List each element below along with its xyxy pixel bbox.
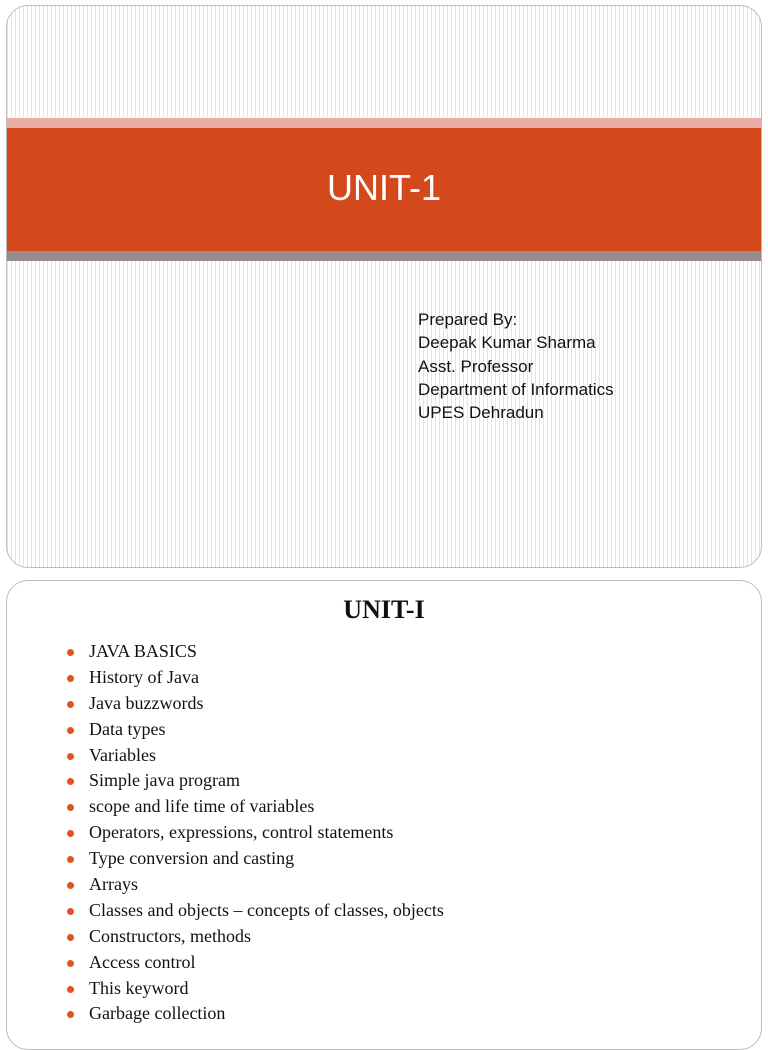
- list-item-text: Type conversion and casting: [89, 848, 295, 869]
- accent-stripe-top: [7, 118, 761, 128]
- slide-title: UNIT-1: [326, 167, 441, 208]
- list-item-text: Garbage collection: [89, 1003, 226, 1024]
- list-item-text: This keyword: [89, 977, 189, 998]
- accent-stripe-bottom: [7, 251, 761, 261]
- bullet-icon: [67, 727, 74, 734]
- slide-heading: UNIT-I: [343, 595, 425, 624]
- list-item: [65, 639, 444, 665]
- bullet-icon: [67, 856, 74, 863]
- bullet-icon: [67, 960, 74, 967]
- title-slide: [6, 5, 762, 568]
- bullet-icon: [67, 908, 74, 915]
- list-item-text: JAVA BASICS: [89, 641, 197, 661]
- bullet-icon: [67, 753, 74, 760]
- author-line: Prepared By:: [418, 310, 518, 329]
- list-item: [65, 1001, 444, 1027]
- list-item-text: Arrays: [89, 874, 138, 895]
- list-item: [65, 950, 444, 976]
- list-item: [65, 743, 444, 769]
- bullet-icon: [67, 882, 74, 889]
- list-item: [65, 820, 444, 846]
- author-line: Department of Informatics: [418, 379, 614, 399]
- bullet-icon: [67, 1011, 74, 1018]
- list-item: [65, 691, 444, 717]
- bullet-icon: [67, 986, 74, 993]
- list-item: [65, 768, 444, 794]
- list-item: [65, 846, 444, 872]
- list-item-text: Constructors, methods: [89, 925, 251, 946]
- author-line: Asst. Professor: [418, 356, 534, 376]
- list-item: [65, 794, 444, 820]
- list-item: [65, 976, 444, 1002]
- list-item-text: Variables: [89, 744, 156, 765]
- list-item: [65, 717, 444, 743]
- author-line: UPES Dehradun: [418, 403, 544, 423]
- list-item-text: Data types: [89, 718, 166, 739]
- list-item: [65, 924, 444, 950]
- bullet-icon: [67, 649, 74, 656]
- list-item: [65, 898, 444, 924]
- list-item-text: Simple java program: [89, 770, 240, 791]
- list-item-text: Access control: [89, 951, 196, 972]
- bullet-icon: [67, 701, 74, 708]
- list-item-text: Operators, expressions, control statements: [89, 822, 394, 843]
- list-item: [65, 872, 444, 898]
- list-item-text: History of Java: [89, 666, 199, 687]
- bullet-icon: [67, 778, 74, 785]
- list-item: [65, 665, 444, 691]
- bullet-icon: [67, 934, 74, 941]
- topic-list: [65, 639, 444, 1027]
- contents-slide: [6, 580, 762, 1050]
- list-item-text: Classes and objects – concepts of classes, objects: [89, 899, 444, 920]
- author-line: Deepak Kumar Sharma: [418, 333, 596, 353]
- list-item-text: Java buzzwords: [89, 692, 204, 713]
- bullet-icon: [67, 675, 74, 682]
- bullet-icon: [67, 830, 74, 837]
- list-item-text: scope and life time of variables: [89, 796, 315, 817]
- bullet-icon: [67, 804, 74, 811]
- author-block: [418, 308, 614, 424]
